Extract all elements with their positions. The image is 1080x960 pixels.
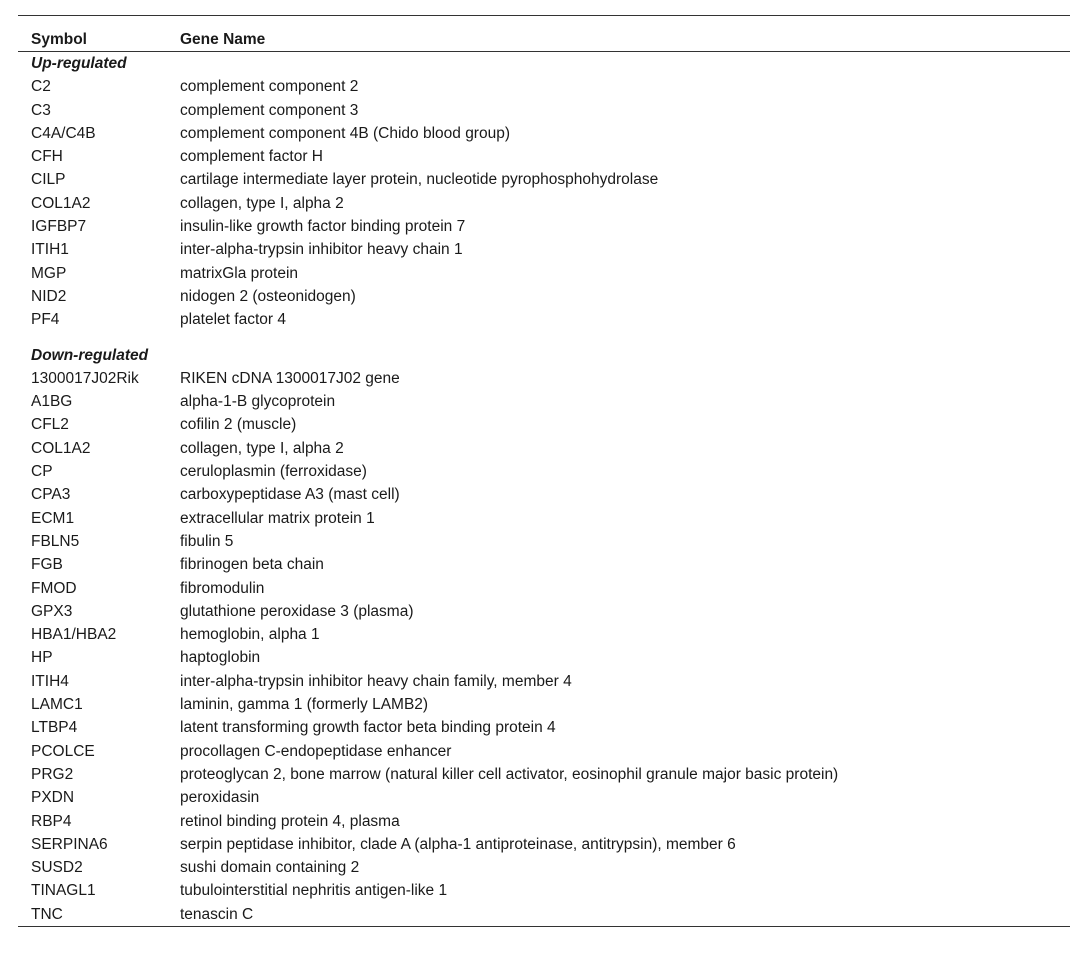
section-label: Up-regulated bbox=[31, 55, 127, 72]
gene-name-cell: fibulin 5 bbox=[180, 532, 234, 550]
gene-name-cell: latent transforming growth factor beta binding protein 4 bbox=[180, 719, 556, 737]
gene-symbol-cell: TNC bbox=[31, 905, 63, 923]
gene-symbol-cell: COL1A2 bbox=[31, 439, 91, 457]
gene-name-cell: sushi domain containing 2 bbox=[180, 859, 360, 877]
gene-name-cell: inter-alpha-trypsin inhibitor heavy chain family, member 4 bbox=[180, 672, 572, 690]
gene-name-cell: alpha-1-B glycoprotein bbox=[180, 393, 336, 411]
gene-symbol-cell: ITIH4 bbox=[31, 672, 69, 690]
gene-name-cell: collagen, type I, alpha 2 bbox=[180, 439, 344, 457]
table-row bbox=[18, 646, 1070, 669]
gene-symbol-cell: A1BG bbox=[31, 393, 73, 411]
table-row bbox=[18, 145, 1070, 168]
gene-symbol-cell: NID2 bbox=[31, 287, 67, 305]
gene-symbol-cell: SERPINA6 bbox=[31, 835, 108, 853]
table-row bbox=[18, 763, 1070, 786]
gene-name-cell: tubulointerstitial nephritis antigen-like 1 bbox=[180, 882, 448, 900]
gene-name-cell: tenascin C bbox=[180, 905, 254, 923]
gene-name-cell: peroxidasin bbox=[180, 789, 260, 807]
gene-symbol-cell: LAMC1 bbox=[31, 696, 83, 714]
gene-symbol-cell: MGP bbox=[31, 264, 67, 282]
table-row bbox=[18, 215, 1070, 238]
gene-symbol-cell: FMOD bbox=[31, 579, 77, 597]
gene-name-cell: haptoglobin bbox=[180, 649, 261, 667]
gene-symbol-cell: GPX3 bbox=[31, 602, 73, 620]
table-row bbox=[18, 238, 1070, 261]
table-row bbox=[18, 367, 1070, 390]
gene-symbol-cell: PRG2 bbox=[31, 765, 74, 783]
table-row bbox=[18, 192, 1070, 215]
gene-symbol-cell: TINAGL1 bbox=[31, 882, 96, 900]
gene-name-cell: complement factor H bbox=[180, 148, 323, 166]
table-row bbox=[18, 122, 1070, 145]
gene-name-cell: platelet factor 4 bbox=[180, 311, 286, 329]
gene-name-cell: RIKEN cDNA 1300017J02 gene bbox=[180, 369, 400, 387]
gene-name-cell: cofilin 2 (muscle) bbox=[180, 416, 297, 434]
table-row bbox=[18, 623, 1070, 646]
gene-name-cell: procollagen C-endopeptidase enhancer bbox=[180, 742, 452, 760]
gene-name-cell: collagen, type I, alpha 2 bbox=[180, 194, 344, 212]
table-row bbox=[18, 716, 1070, 739]
gene-name-cell: retinol binding protein 4, plasma bbox=[180, 812, 400, 830]
gene-name-cell: hemoglobin, alpha 1 bbox=[180, 626, 320, 644]
section-label: Down-regulated bbox=[31, 346, 149, 364]
table-row bbox=[18, 75, 1070, 98]
gene-symbol-cell: ITIH1 bbox=[31, 241, 69, 259]
table-row bbox=[18, 810, 1070, 833]
gene-symbol-cell: CP bbox=[31, 463, 53, 481]
gene-symbol-cell: FGB bbox=[31, 556, 63, 574]
gene-name-cell: fibrinogen beta chain bbox=[180, 556, 324, 574]
table-header-row bbox=[18, 28, 1070, 51]
gene-symbol-cell: ECM1 bbox=[31, 509, 75, 527]
table-row bbox=[18, 413, 1070, 436]
gene-symbol-cell: C4A/C4B bbox=[31, 124, 96, 142]
gene-symbol-cell: 1300017J02Rik bbox=[31, 369, 139, 387]
gene-symbol-cell: HP bbox=[31, 649, 53, 667]
table-row bbox=[18, 786, 1070, 809]
gene-symbol-cell: CFL2 bbox=[31, 416, 69, 434]
table-row bbox=[18, 670, 1070, 693]
gene-symbol-cell: CILP bbox=[31, 171, 66, 189]
gene-symbol-cell: PXDN bbox=[31, 789, 75, 807]
table-row bbox=[18, 507, 1070, 530]
table-row bbox=[18, 390, 1070, 413]
gene-name-cell: complement component 4B (Chido blood group) bbox=[180, 124, 510, 142]
section-label-blank bbox=[180, 344, 1070, 367]
table-row bbox=[18, 833, 1070, 856]
gene-symbol-cell: HBA1/HBA2 bbox=[31, 626, 117, 644]
gene-symbol-cell: FBLN5 bbox=[31, 532, 80, 550]
section-label-row bbox=[18, 52, 1070, 75]
table-body bbox=[18, 52, 1070, 926]
table-row bbox=[18, 553, 1070, 576]
table-row bbox=[18, 460, 1070, 483]
gene-symbol-cell: IGFBP7 bbox=[31, 218, 87, 236]
gene-name-cell: extracellular matrix protein 1 bbox=[180, 509, 375, 527]
gene-name-cell: fibromodulin bbox=[180, 579, 265, 597]
table-row bbox=[18, 483, 1070, 506]
gene-name-cell: insulin-like growth factor binding protein 7 bbox=[180, 218, 466, 236]
table-row bbox=[18, 879, 1070, 902]
section-label-blank bbox=[180, 52, 1070, 75]
gene-symbol-cell: SUSD2 bbox=[31, 859, 83, 877]
gene-name-cell: inter-alpha-trypsin inhibitor heavy chain 1 bbox=[180, 241, 463, 259]
gene-name-cell: nidogen 2 (osteonidogen) bbox=[180, 287, 356, 305]
table-row bbox=[18, 530, 1070, 553]
gene-symbol-cell: RBP4 bbox=[31, 812, 72, 830]
gene-name-cell: matrixGla protein bbox=[180, 264, 299, 282]
table-row bbox=[18, 600, 1070, 623]
gene-name-cell: laminin, gamma 1 (formerly LAMB2) bbox=[180, 696, 429, 714]
gene-symbol-cell: COL1A2 bbox=[31, 194, 91, 212]
gene-name-cell: proteoglycan 2, bone marrow (natural killer cell activator, eosinophil granule major basic protein) bbox=[180, 765, 839, 783]
section-label-row bbox=[18, 344, 1070, 367]
header-symbol: Symbol bbox=[31, 31, 87, 48]
table-row bbox=[18, 308, 1070, 331]
gene-symbol-cell: CPA3 bbox=[31, 486, 71, 504]
gene-symbol-cell: LTBP4 bbox=[31, 719, 78, 737]
gene-symbol-cell: CFH bbox=[31, 148, 63, 166]
table-row bbox=[18, 693, 1070, 716]
table-row bbox=[18, 168, 1070, 191]
section-spacer bbox=[18, 332, 1070, 344]
gene-name-cell: glutathione peroxidase 3 (plasma) bbox=[180, 602, 414, 620]
gene-name-cell: complement component 3 bbox=[180, 101, 359, 119]
gene-name-cell: carboxypeptidase A3 (mast cell) bbox=[180, 486, 400, 504]
table-row bbox=[18, 577, 1070, 600]
table-row bbox=[18, 740, 1070, 763]
table-row bbox=[18, 99, 1070, 122]
gene-name-cell: serpin peptidase inhibitor, clade A (alpha-1 antiproteinase, antitrypsin), member 6 bbox=[180, 835, 736, 853]
gene-table bbox=[18, 15, 1070, 927]
gene-symbol-cell: PF4 bbox=[31, 311, 60, 329]
gene-symbol-cell: C2 bbox=[31, 78, 51, 96]
header-gene-name: Gene Name bbox=[180, 31, 266, 48]
table-top-rule bbox=[18, 15, 1070, 16]
table-row bbox=[18, 856, 1070, 879]
table-row bbox=[18, 903, 1070, 926]
gene-name-cell: complement component 2 bbox=[180, 78, 359, 96]
gene-symbol-cell: PCOLCE bbox=[31, 742, 95, 760]
table-row bbox=[18, 262, 1070, 285]
gene-symbol-cell: C3 bbox=[31, 101, 51, 119]
table-row bbox=[18, 285, 1070, 308]
gene-name-cell: cartilage intermediate layer protein, nucleotide pyrophosphohydrolase bbox=[180, 171, 659, 189]
table-bottom-rule bbox=[18, 926, 1070, 927]
table-row bbox=[18, 437, 1070, 460]
gene-name-cell: ceruloplasmin (ferroxidase) bbox=[180, 463, 367, 481]
